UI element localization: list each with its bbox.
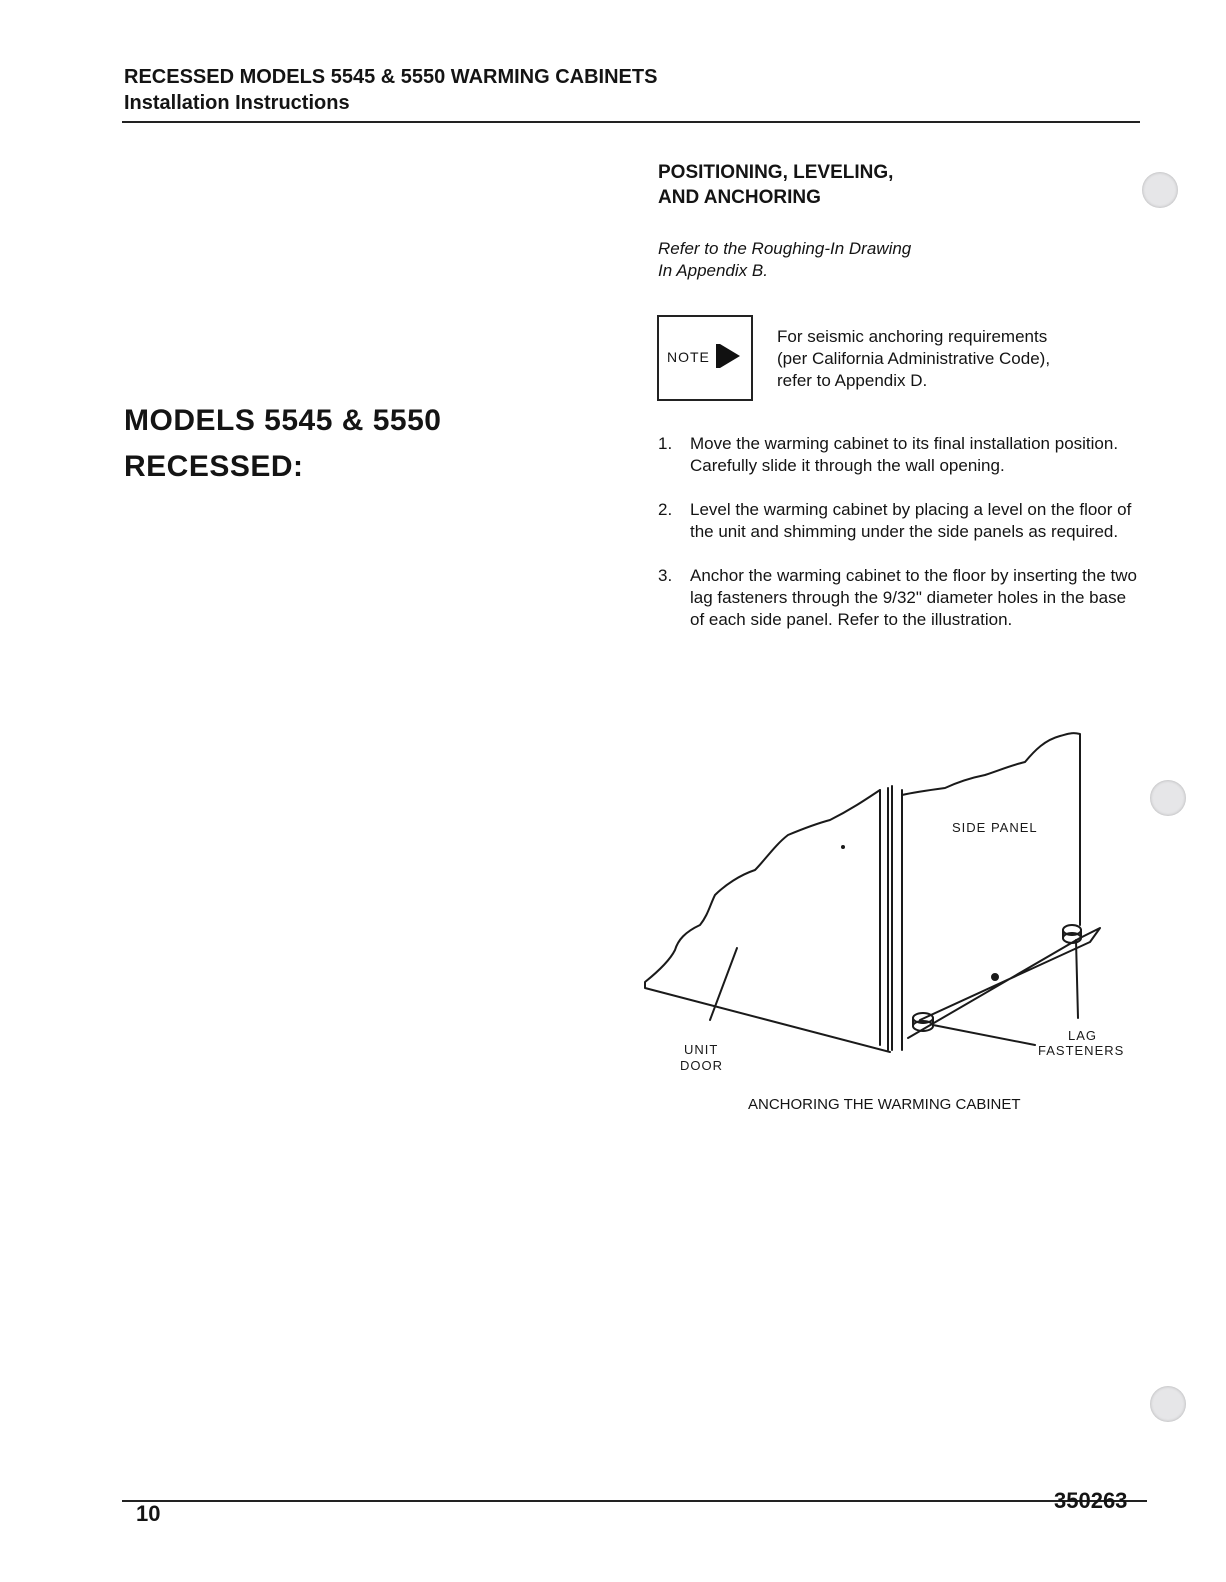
note-label: NOTE [667,349,710,365]
step-item [658,433,1138,477]
footer-rule [122,1500,1147,1502]
section-heading-line1: POSITIONING, LEVELING, [658,162,894,183]
lag-leader-far [1076,940,1078,1018]
door-dot [841,845,845,849]
side-title-line1: MODELS 5545 & 5550 [124,404,442,437]
step-number: 3. [658,566,673,585]
unit-door-outline [645,790,890,1052]
note-line2: (per California Administrative Code), [777,349,1051,368]
note-text [777,326,1117,392]
panel-hole [992,974,998,980]
lag-label-line1: LAG [1068,1028,1098,1043]
refer-text [658,238,911,282]
lag-label-line2: FASTENERS [1038,1043,1125,1058]
side-title-line2: RECESSED: [124,450,304,483]
step-list [658,433,1138,653]
punch-hole [1142,172,1178,208]
step-number: 2. [658,500,673,519]
step-item [658,499,1138,543]
side-panel-label: SIDE PANEL [952,820,1038,835]
note-arrow-icon [720,344,740,368]
step-text: Anchor the warming cabinet to the floor by inserting the two lag fasteners through the 9/32" diameter holes in the base of each side panel. Refer to the illustration. [690,566,1137,629]
lag-leader-near [933,1025,1035,1045]
page-number: 10 [136,1501,161,1526]
anchoring-illustration [640,720,1140,1090]
punch-hole [1150,780,1186,816]
base-rail [908,928,1100,1038]
section-heading-line2: AND ANCHORING [658,187,821,208]
punch-hole [1150,1386,1186,1422]
side-title [124,398,441,490]
header-subtitle: Installation Instructions [124,92,350,114]
step-text: Move the warming cabinet to its final installation position. Carefully slide it through the wall opening. [690,434,1119,475]
header-rule [122,121,1140,123]
note-line3: refer to Appendix D. [777,371,928,390]
step-number: 1. [658,434,673,453]
step-text: Level the warming cabinet by placing a level on the floor of the unit and shimming under the side panels as required. [690,500,1132,541]
door-edge [880,786,902,1050]
section-heading [658,160,893,210]
unit-label-line1: UNIT [684,1042,719,1057]
header-title: RECESSED MODELS 5545 & 5550 WARMING CABINETS [124,66,658,88]
doc-number: 350263 [1054,1488,1128,1513]
note-line1: For seismic anchoring requirements [777,327,1048,346]
refer-line2: In Appendix B. [658,261,768,280]
figure-caption: ANCHORING THE WARMING CABINET [748,1096,1021,1113]
refer-line1: Refer to the Roughing-In Drawing [658,239,912,258]
step-item [658,565,1138,631]
unit-label-line2: DOOR [680,1058,723,1073]
